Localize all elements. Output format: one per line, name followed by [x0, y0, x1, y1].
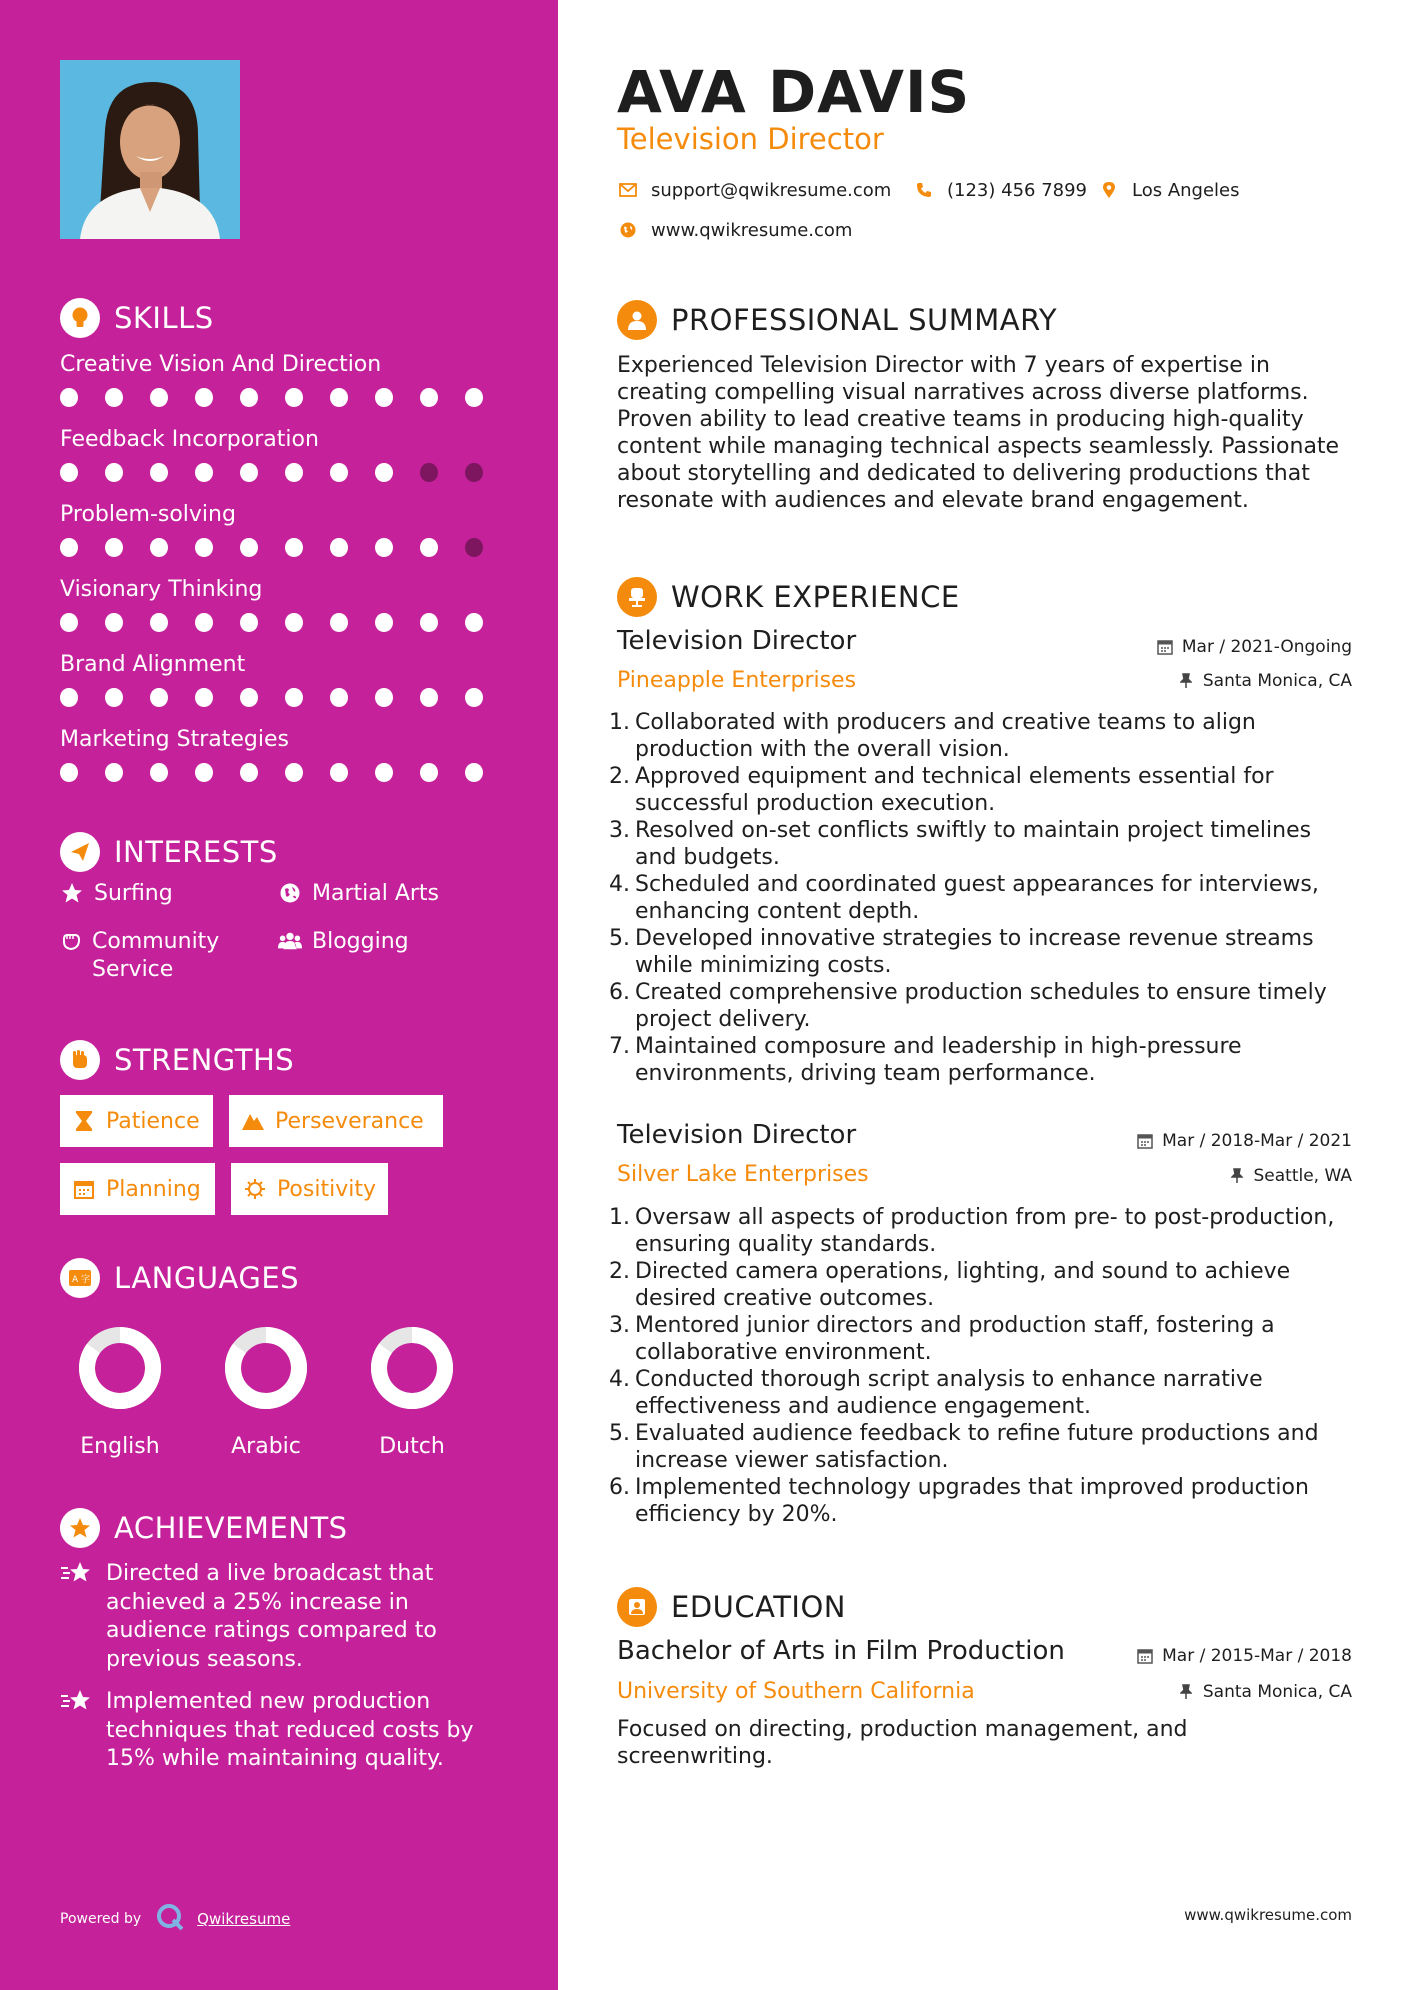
skill-dot [330, 613, 348, 632]
education-heading [617, 1587, 846, 1627]
experience-heading [617, 577, 960, 617]
skill-item [60, 348, 510, 423]
skill-name: Brand Alignment [60, 652, 246, 677]
skill-dot [195, 763, 213, 782]
contact-phone[interactable] [913, 179, 1087, 201]
skill-dot [465, 763, 483, 782]
job-bullet: 6. Created comprehensive production schedules to ensure timely project delivery. [609, 980, 1327, 1032]
job-bullets [609, 709, 1352, 1087]
skill-dot [60, 688, 78, 707]
interest-item [60, 880, 173, 908]
website-text: www.qwikresume.com [651, 219, 853, 241]
phone-icon [913, 179, 935, 201]
contact-email[interactable] [617, 179, 891, 201]
skill-dot [465, 688, 483, 707]
interest-item [60, 928, 260, 984]
skill-dot [465, 463, 483, 482]
interest-label: Community Service [92, 929, 220, 982]
degree-title: Bachelor of Arts in Film Production [617, 1636, 1065, 1666]
calendar-icon [72, 1177, 96, 1201]
skill-dot [60, 538, 78, 557]
skills-heading [60, 298, 214, 338]
job-dates [1136, 1131, 1352, 1151]
job-bullet: 7. Maintained composure and leadership in high-pressure environments, driving team performance. [609, 1034, 1242, 1086]
skill-dot [105, 463, 123, 482]
qwikresume-link[interactable]: Qwikresume [197, 1910, 291, 1928]
powered-by-label: Powered by [60, 1911, 142, 1927]
strength-badge [60, 1095, 213, 1147]
job-location [1177, 671, 1352, 691]
education-dates [1136, 1646, 1352, 1666]
skill-dot [105, 538, 123, 557]
svg-text:字: 字 [81, 1275, 91, 1285]
languages-heading [60, 1258, 299, 1298]
phone-text: (123) 456 7899 [947, 179, 1088, 201]
skill-dot [420, 463, 438, 482]
achievement-text: Implemented new production techniques that reduced costs by 15% while maintaining quality. [106, 1689, 474, 1771]
skill-dot [150, 538, 168, 557]
skill-rating [60, 388, 510, 407]
experience-title: WORK EXPERIENCE [671, 580, 960, 614]
pin-icon [1177, 1683, 1195, 1701]
pin-icon [1177, 672, 1195, 690]
paper-plane-icon [60, 832, 100, 872]
skill-dot [465, 388, 483, 407]
job-bullet: 2. Directed camera operations, lighting, and sound to achieve desired creative outcomes. [609, 1259, 1291, 1311]
language-item [60, 1326, 180, 1459]
globe-icon [617, 219, 639, 241]
skill-item [60, 648, 510, 723]
sidebar [0, 0, 558, 1990]
skill-name: Marketing Strategies [60, 727, 289, 752]
job-bullet: 3. Resolved on-set conflicts swiftly to maintain project timelines and budgets. [609, 818, 1312, 870]
summary-text: Experienced Television Director with 7 years of expertise in creating compelling visual narratives across diverse platforms. Proven ability to lead creative teams in producing high-quality content while managing technical aspects seamlessly. Passionate about storytelling and dedicated to delivering productions that resonate with audiences and elevate brand engagement. [617, 353, 1340, 513]
skill-dot [375, 763, 393, 782]
interest-label: Martial Arts [312, 881, 440, 906]
education-description: Focused on directing, production management, and screenwriting. [617, 1717, 1188, 1769]
job-dates-text: Mar / 2021-Ongoing [1181, 637, 1352, 657]
school-name: University of Southern California [617, 1679, 975, 1704]
envelope-icon [617, 179, 639, 201]
job-bullet: 4. Conducted thorough script analysis to enhance narrative effectiveness and audience engagement. [609, 1367, 1263, 1419]
language-level-ring [370, 1326, 454, 1410]
contact-location [1098, 179, 1240, 201]
job-bullet: 4. Scheduled and coordinated guest appearances for interviews, enhancing content depth. [609, 872, 1319, 924]
skill-rating [60, 613, 510, 632]
powered-by [60, 1902, 290, 1936]
job-bullet-text: Directed camera operations, lighting, and sound to achieve desired creative outcomes. [635, 1259, 1291, 1311]
location-text: Los Angeles [1132, 179, 1240, 201]
candidate-title: Television Director [617, 122, 884, 156]
skill-item [60, 498, 510, 573]
strength-label: Patience [106, 1108, 200, 1134]
skill-rating [60, 463, 510, 482]
lightbulb-icon [60, 298, 100, 338]
skill-dot [150, 688, 168, 707]
skill-dot [240, 463, 258, 482]
job-dates [1156, 637, 1352, 657]
interest-item [278, 880, 439, 908]
job-bullet: 1. Oversaw all aspects of production from pre- to post-production, ensuring quality standards. [609, 1205, 1335, 1257]
job-bullet-text: Approved equipment and technical elements essential for successful production execution. [635, 764, 1274, 816]
skill-dot [105, 688, 123, 707]
skill-name: Problem-solving [60, 502, 236, 527]
calendar-icon [1136, 1132, 1154, 1150]
language-name: English [80, 1434, 160, 1459]
job-bullets [609, 1204, 1352, 1528]
strength-label: Positivity [276, 1176, 376, 1202]
skill-rating [60, 538, 510, 557]
strengths-heading [60, 1040, 294, 1080]
fist-icon [60, 1040, 100, 1080]
skill-dot [150, 613, 168, 632]
calendar-icon [1156, 638, 1174, 656]
education-title: EDUCATION [671, 1590, 847, 1624]
job-location [1228, 1166, 1353, 1186]
hand-icon [60, 928, 82, 954]
strength-label: Planning [106, 1176, 201, 1202]
skill-dot [240, 763, 258, 782]
skill-name: Feedback Incorporation [60, 427, 319, 452]
skill-dot [285, 463, 303, 482]
job-bullet-text: Mentored junior directors and production staff, fostering a collaborative environment. [635, 1313, 1275, 1365]
language-name: Dutch [379, 1434, 445, 1459]
globe-icon [278, 880, 302, 906]
job-title: Television Director [617, 626, 857, 656]
achievement-item [60, 1688, 500, 1774]
skill-dot [150, 388, 168, 407]
shooting-star-icon [60, 1560, 94, 1588]
svg-text:A: A [72, 1275, 79, 1285]
achievements-title: ACHIEVEMENTS [114, 1511, 348, 1545]
job-bullet-text: Created comprehensive production schedules to ensure timely project delivery. [635, 980, 1327, 1032]
skill-dot [375, 463, 393, 482]
footer-website[interactable]: www.qwikresume.com [1184, 1906, 1352, 1924]
skill-dot [240, 538, 258, 557]
company-name: Silver Lake Enterprises [617, 1162, 869, 1187]
skill-dot [195, 388, 213, 407]
skill-name: Visionary Thinking [60, 577, 263, 602]
skill-dot [285, 763, 303, 782]
skill-dot [240, 688, 258, 707]
skill-dot [420, 613, 438, 632]
skill-dot [60, 763, 78, 782]
skills-title: SKILLS [114, 301, 214, 335]
job-bullet-text: Developed innovative strategies to increase revenue streams while minimizing costs. [635, 926, 1314, 978]
qwikresume-logo-icon [155, 1902, 185, 1936]
language-level-ring [78, 1326, 162, 1410]
skill-item [60, 573, 510, 648]
shooting-star-icon [60, 1688, 94, 1716]
education-location-text: Santa Monica, CA [1202, 1682, 1352, 1702]
skill-dot [330, 763, 348, 782]
skill-dot [420, 538, 438, 557]
interest-label: Surfing [94, 881, 173, 906]
skill-dot [240, 613, 258, 632]
job-bullet-text: Scheduled and coordinated guest appearances for interviews, enhancing content depth. [635, 872, 1319, 924]
skill-dot [330, 388, 348, 407]
skill-rating [60, 763, 510, 782]
education-dates-text: Mar / 2015-Mar / 2018 [1162, 1646, 1352, 1666]
skill-dot [150, 463, 168, 482]
user-icon [617, 300, 657, 340]
graduate-icon [617, 1587, 657, 1627]
language-name: Arabic [231, 1434, 301, 1459]
skill-dot [60, 463, 78, 482]
achievement-item [60, 1560, 500, 1674]
interest-label: Blogging [312, 929, 409, 954]
skill-dot [330, 538, 348, 557]
skill-dot [105, 388, 123, 407]
contact-website[interactable] [617, 219, 852, 241]
skill-dot [105, 613, 123, 632]
languages-title: LANGUAGES [114, 1261, 300, 1295]
skill-rating [60, 688, 510, 707]
skill-dot [195, 613, 213, 632]
skill-dot [465, 538, 483, 557]
skill-item [60, 423, 510, 498]
calendar-icon [1136, 1647, 1154, 1665]
job-location-text: Seattle, WA [1253, 1166, 1352, 1186]
job-title: Television Director [617, 1120, 857, 1150]
skill-dot [195, 688, 213, 707]
skill-dot [195, 538, 213, 557]
job-bullet-text: Resolved on-set conflicts swiftly to maintain project timelines and budgets. [635, 818, 1312, 870]
skill-dot [285, 613, 303, 632]
briefcase-chair-icon [617, 577, 657, 617]
interests-heading [60, 832, 278, 872]
job-bullet: 1. Collaborated with producers and creative teams to align production with the overall vision. [609, 710, 1256, 762]
candidate-name: AVA DAVIS [617, 58, 971, 126]
job-bullet-text: Conducted thorough script analysis to enhance narrative effectiveness and audience engagement. [635, 1367, 1263, 1419]
group-icon [278, 928, 302, 954]
skill-dot [330, 688, 348, 707]
education-location [1177, 1682, 1352, 1702]
strength-label: Perseverance [275, 1108, 424, 1134]
translate-icon [60, 1258, 100, 1298]
skill-name: Creative Vision And Direction [60, 352, 382, 377]
skill-dot [105, 763, 123, 782]
job-bullet: 3. Mentored junior directors and production staff, fostering a collaborative environment. [609, 1313, 1275, 1365]
skill-dot [375, 688, 393, 707]
job-bullet: 5. Evaluated audience feedback to refine future productions and increase viewer satisfaction. [609, 1421, 1319, 1473]
language-item [352, 1326, 472, 1459]
skill-dot [240, 388, 258, 407]
achievements-heading [60, 1508, 348, 1548]
job-bullet-text: Evaluated audience feedback to refine future productions and increase viewer satisfaction. [635, 1421, 1319, 1473]
skill-dot [60, 388, 78, 407]
skill-dot [375, 388, 393, 407]
trophy-star-icon [60, 1508, 100, 1548]
summary-title: PROFESSIONAL SUMMARY [671, 303, 1058, 337]
skills-list [60, 348, 510, 798]
language-item [206, 1326, 326, 1459]
job-bullet: 2. Approved equipment and technical elements essential for successful production execution. [609, 764, 1274, 816]
mountain-icon [241, 1109, 265, 1133]
skill-dot [195, 463, 213, 482]
skill-dot [420, 388, 438, 407]
skill-dot [150, 763, 168, 782]
person-photo [60, 60, 240, 239]
skill-dot [375, 613, 393, 632]
job-bullet: 6. Implemented technology upgrades that improved production efficiency by 20%. [609, 1475, 1309, 1527]
sun-icon [243, 1177, 267, 1201]
language-level-ring [224, 1326, 308, 1410]
interest-item [278, 928, 409, 956]
interests-title: INTERESTS [114, 835, 278, 869]
job-bullet-text: Oversaw all aspects of production from pre- to post-production, ensuring quality standards. [635, 1205, 1335, 1257]
job-bullet-text: Maintained composure and leadership in high-pressure environments, driving team performance. [635, 1034, 1242, 1086]
skill-dot [60, 613, 78, 632]
skill-dot [285, 688, 303, 707]
skill-dot [420, 688, 438, 707]
star-icon [60, 880, 84, 906]
job-bullet: 5. Developed innovative strategies to increase revenue streams while minimizing costs. [609, 926, 1314, 978]
pin-icon [1228, 1167, 1246, 1185]
skill-dot [420, 763, 438, 782]
strength-badge [60, 1163, 215, 1215]
map-pin-icon [1098, 179, 1120, 201]
job-location-text: Santa Monica, CA [1202, 671, 1352, 691]
skill-dot [375, 538, 393, 557]
job-dates-text: Mar / 2018-Mar / 2021 [1162, 1131, 1352, 1151]
skill-item [60, 723, 510, 798]
job-bullet-text: Implemented technology upgrades that improved production efficiency by 20%. [635, 1475, 1309, 1527]
skill-dot [465, 613, 483, 632]
email-text: support@qwikresume.com [651, 179, 892, 201]
skill-dot [285, 538, 303, 557]
strengths-title: STRENGTHS [114, 1043, 295, 1077]
job-bullet-text: Collaborated with producers and creative teams to align production with the overall vision. [635, 710, 1256, 762]
achievement-text: Directed a live broadcast that achieved a 25% increase in audience ratings compared to previous seasons. [106, 1561, 437, 1672]
company-name: Pineapple Enterprises [617, 668, 857, 693]
skill-dot [285, 388, 303, 407]
strength-badge [229, 1095, 443, 1147]
strength-badge [231, 1163, 388, 1215]
profile-photo [60, 60, 240, 239]
skill-dot [330, 463, 348, 482]
summary-heading [617, 300, 1057, 340]
hourglass-icon [72, 1109, 96, 1133]
